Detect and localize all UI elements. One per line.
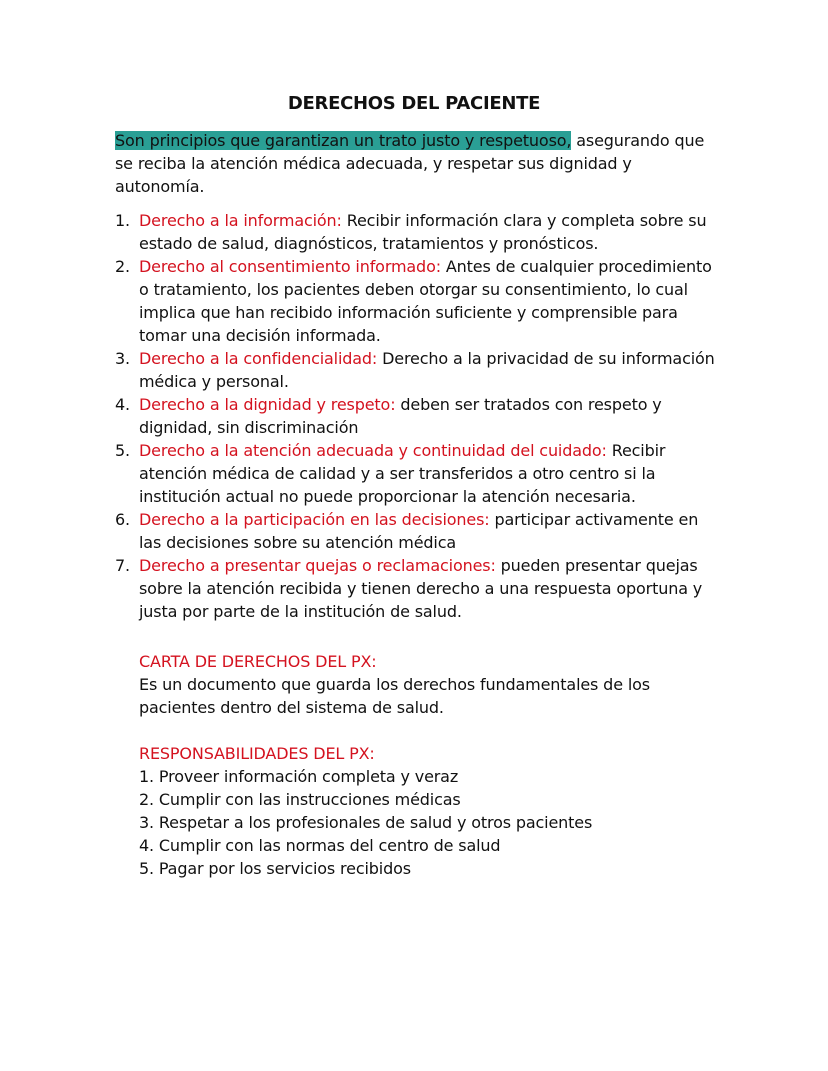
responsabilidades-section (139, 742, 725, 880)
right-name: Derecho a presentar quejas o reclamaciones: (139, 556, 496, 575)
item-number: 6. (115, 510, 130, 529)
item-number: 2. (115, 257, 130, 276)
right-name: Derecho a la dignidad y respeto: (139, 395, 396, 414)
list-item (115, 347, 725, 393)
list-item (115, 393, 725, 439)
right-name: Derecho a la información: (139, 211, 342, 230)
highlighted-text: Son principios que garantizan un trato justo y respetuoso, (115, 131, 572, 150)
item-number: 3. (115, 349, 130, 368)
item-number: 1. (115, 211, 130, 230)
page-title: DERECHOS DEL PACIENTE (287, 93, 541, 114)
item-number: 4. (115, 395, 130, 414)
carta-body: Es un documento que guarda los derechos fundamentales de los pacientes dentro del sistema de salud. (139, 675, 650, 717)
intro-paragraph (115, 129, 725, 198)
right-name: Derecho a la participación en las decisiones: (139, 510, 490, 529)
responsabilidades-heading: RESPONSABILIDADES DEL PX: (139, 744, 375, 763)
list-item (115, 554, 725, 623)
item-number: 7. (115, 556, 130, 575)
right-name: Derecho a la atención adecuada y continuidad del cuidado: (139, 441, 607, 460)
right-description: Derecho a la privacidad de su información médica y personal. (139, 349, 715, 391)
right-description: participar activamente en las decisiones sobre su atención médica (139, 510, 699, 552)
item-number: 5. (115, 441, 130, 460)
right-description: pueden presentar quejas sobre la atención recibida y tienen derecho a una respuesta oportuna y justa por parte de la institución de salud. (139, 556, 703, 621)
right-name: Derecho a la confidencialidad: (139, 349, 378, 368)
list-item: 5. Pagar por los servicios recibidos (139, 859, 411, 878)
carta-heading: CARTA DE DERECHOS DEL PX: (139, 652, 377, 671)
list-item (115, 508, 725, 554)
right-name: Derecho al consentimiento informado: (139, 257, 441, 276)
intro-rest: asegurando que se reciba la atención médica adecuada, y respetar sus dignidad y autonomía. (115, 131, 705, 196)
right-description: Recibir atención médica de calidad y a ser transferidos a otro centro si la institución actual no puede proporcionar la atención necesaria. (139, 441, 666, 506)
list-item: 1. Proveer información completa y veraz (139, 767, 459, 786)
list-item (115, 255, 725, 347)
right-description: Antes de cualquier procedimiento o tratamiento, los pacientes deben otorgar su consentimiento, lo cual implica que han recibido información suficiente y comprensible para tomar una decisión informada. (139, 257, 712, 345)
carta-section (139, 650, 725, 719)
list-item: 3. Respetar a los profesionales de salud y otros pacientes (139, 813, 593, 832)
responsabilidades-list (139, 765, 725, 880)
list-item: 4. Cumplir con las normas del centro de salud (139, 836, 501, 855)
right-description: deben ser tratados con respeto y dignidad, sin discriminación (139, 395, 662, 437)
rights-list (115, 209, 725, 623)
list-item (115, 439, 725, 508)
list-item: 2. Cumplir con las instrucciones médicas (139, 790, 461, 809)
list-item (115, 209, 725, 255)
right-description: Recibir información clara y completa sobre su estado de salud, diagnósticos, tratamientos y pronósticos. (139, 211, 707, 253)
